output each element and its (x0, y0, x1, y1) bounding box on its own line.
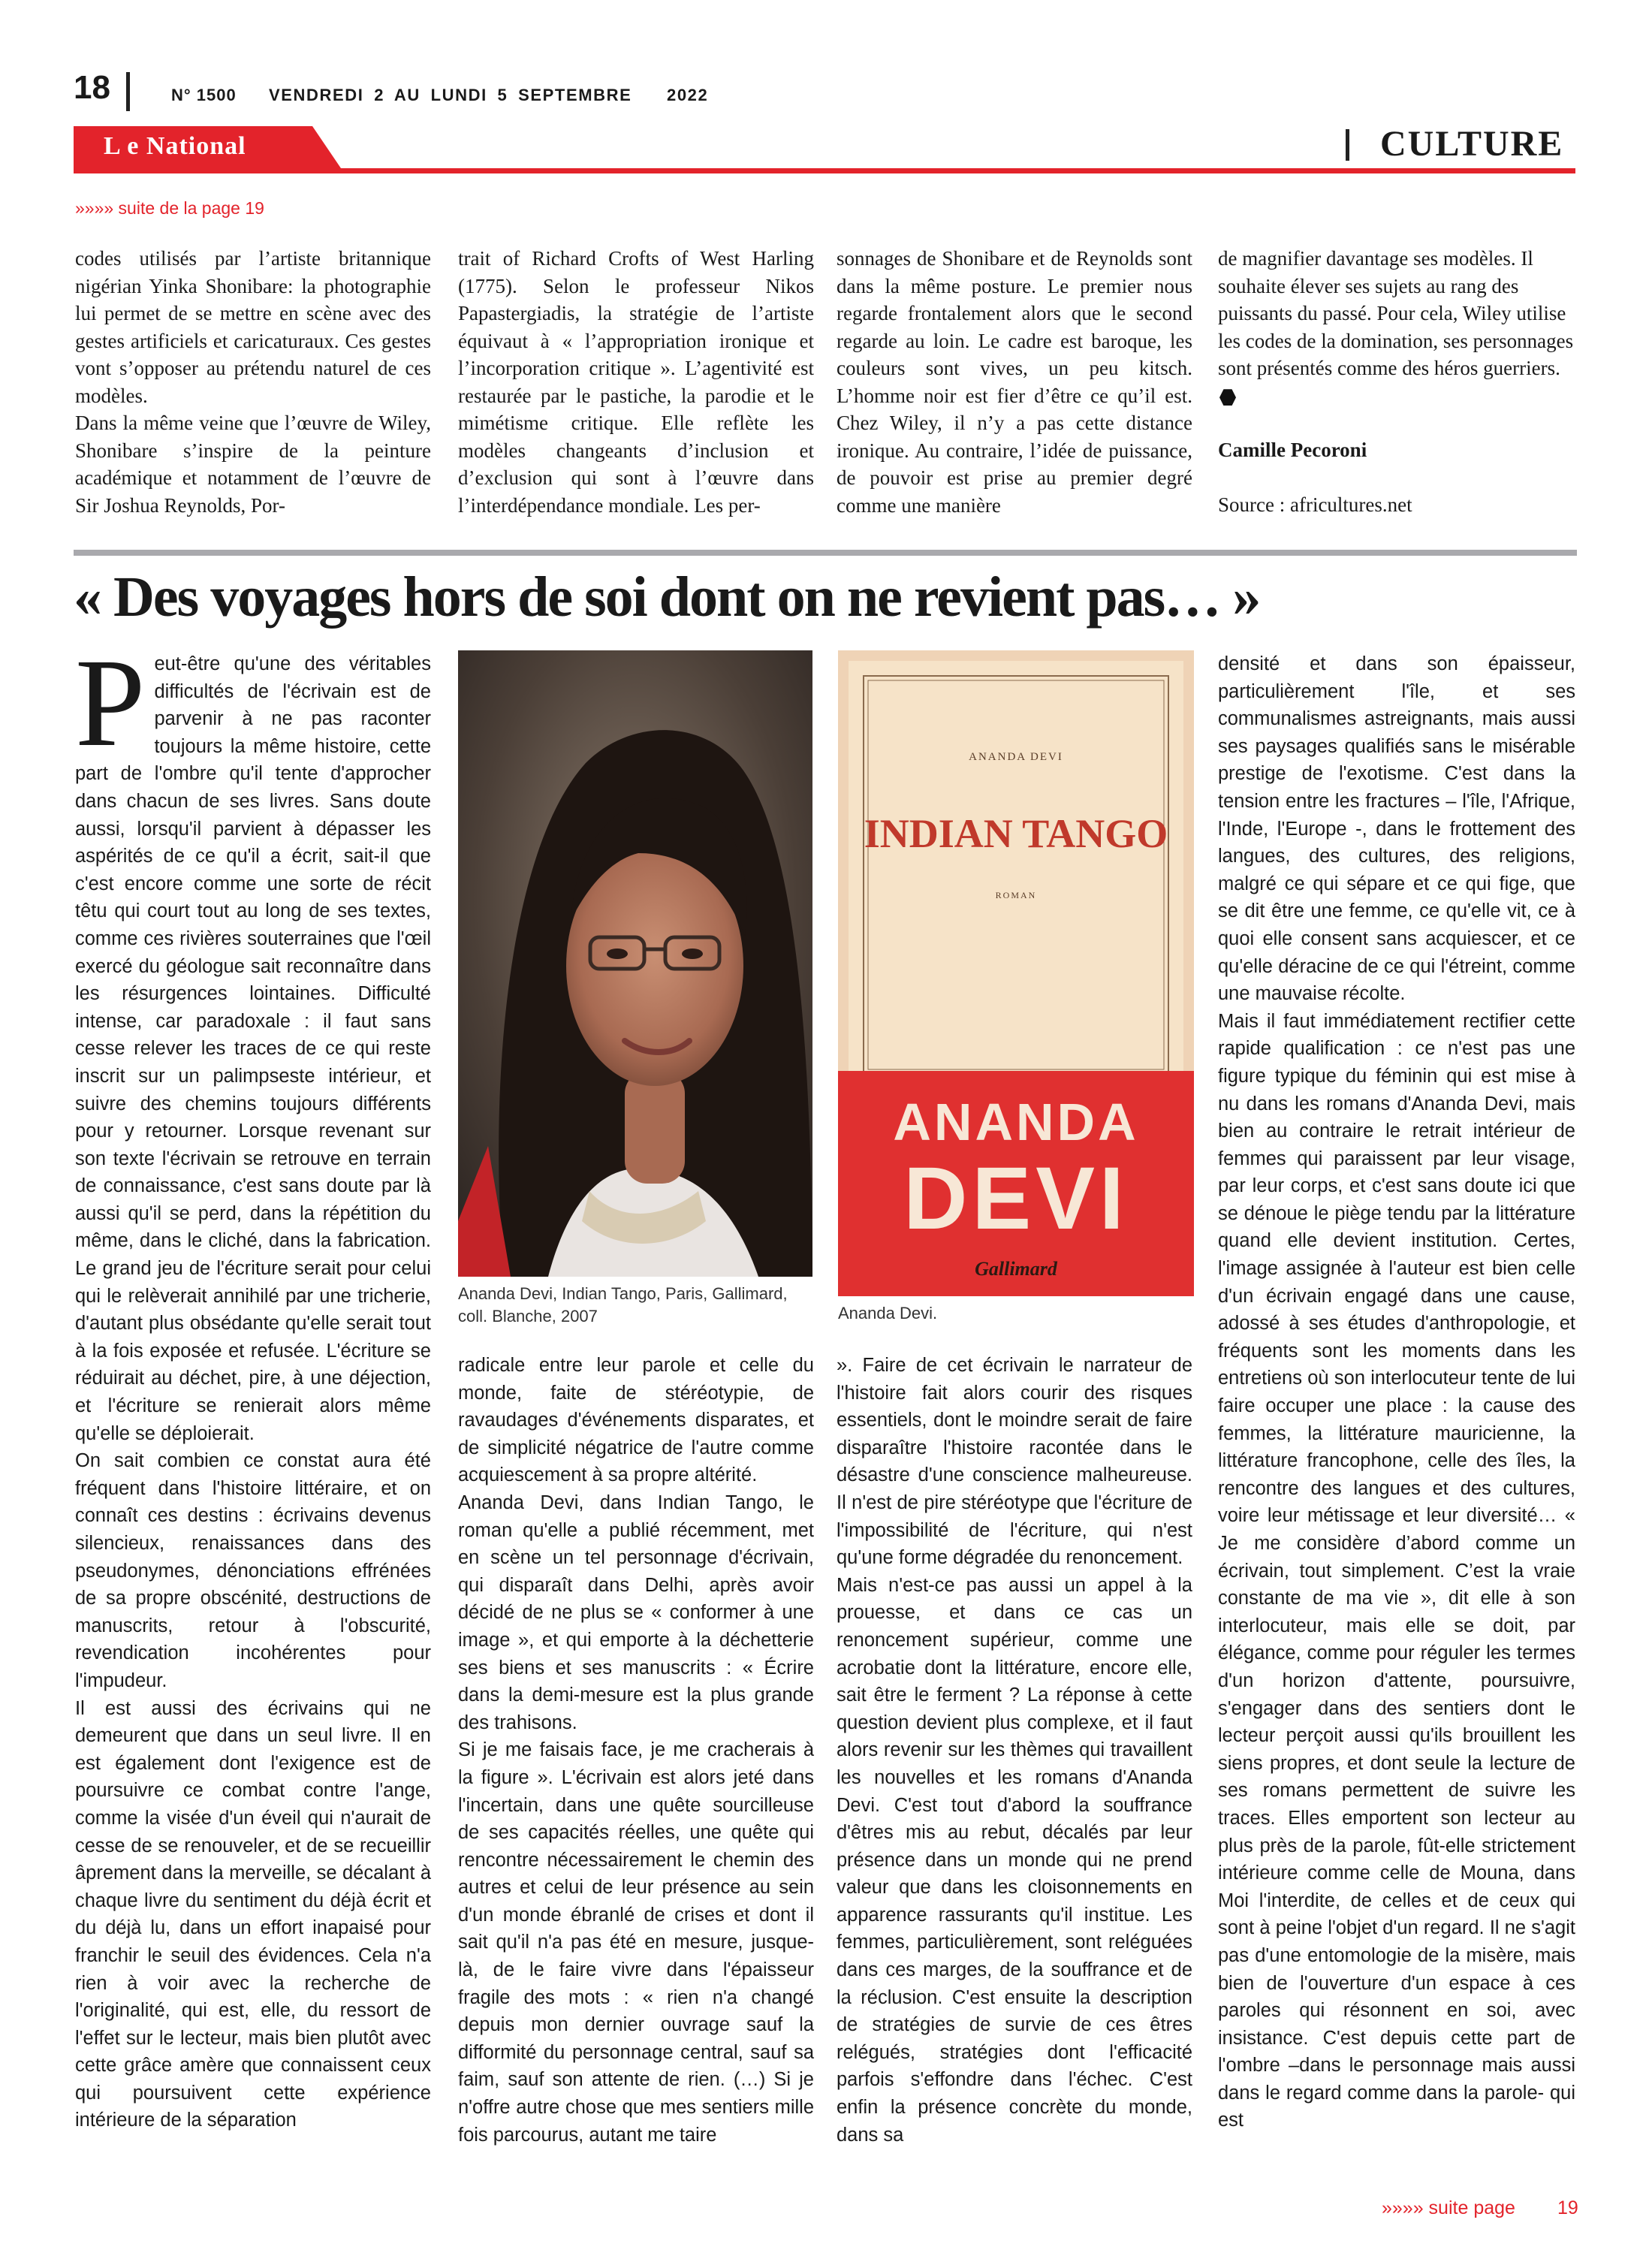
top-article-column-2 (458, 245, 814, 519)
top-article-column-4 (1218, 245, 1575, 518)
portrait-illustration (458, 650, 812, 1277)
article-paragraph: Mais il faut immédiatement rectifier cette rapide qualification : ce n'est pas une figure typique du féminin qui est mise à nu dans les romans d'Ananda Devi, mais bien au contraire le retrait intérieur de femmes qui paraissent par leur visage, par leur corps, et c'est sans doute ici que se dénoue le piège tendu par la littérature quand elle devient institution. Certes, l'image assignée à l'auteur est bien celle d'un écrivain engagé dans une cause, adossé à ses études d'anthropologie, et fréquents sont les moments dans les entretiens où son interlocuteur tente de lui faire occuper une place : la cause des femmes, la littérature mauricienne, la littérature francophone, celle des îles, la rencontre des langues et des cultures, voire leur métissage et leur diversité… « Je me considère d’abord comme un écrivain, tout simplement. C’est la vraie constante de ma vie », dit elle à son interlocuteur, mais elle se doit, par élégance, comme pour réguler les termes d'un horizon d'attente, poursuivre, s'engager dans des sentiers dont le lecteur perçoit aussi qu'ils brouillent les siens propres, et dont seule la lecture de ses romans permettent de suivre les traces. Elles emportent son lecteur au plus près de la parole, fût-elle strictement intérieure comme celle de Mouna, dans Moi l'interdite, de celles et de ceux qui sont à peine l'objet d'un regard. Il ne s'agit pas d'une entomologie de la misère, mais bien de l'ouverture d'un espace à ces paroles qui résonnent en soi, avec insistance. C'est depuis cette part de l'ombre –dans le personnage mais aussi dans le regard comme dans la parole- qui est (1218, 1010, 1575, 2131)
top-article-paragraph: sonnages de Shonibare et de Reynolds sont dans la même posture. Le premier nous regarde frontalement alors que le second regarde au loin. Le cadre est baroque, les couleurs sont vives, un peu kitsch. L’homme noir est fier d’être ce qu’il est. Chez Wiley, il n’y a pas cette distance ironique. Au contraire, l’idée de puissance, de pouvoir est prise au premier degré comme une manière (837, 247, 1192, 517)
end-of-article-icon (1219, 389, 1236, 406)
top-article-paragraph (1218, 245, 1575, 409)
article-column-3 (837, 1352, 1192, 2149)
article-lead-text: eut-être qu'une des véritables difficultés de l'écrivain est de parvenir à ne pas raconter toujours la même histoire, cette part de l'ombre qu'il tente d'approcher dans chacun de ses livres. Sans doute aussi, lorsqu'il parvient à dépasser les aspérités de ce qu'il a écrit, sait-il que c'est encore comme une sorte de récit têtu qui court tout au long de ses textes, comme ces rivières souterraines que l'œil exercé du géologue sait reconnaître dans les résurgences lointaines. Difficulté intense, car paradoxale : il faut sans cesse relever les traces de ce qui reste inscrit sur un palimpseste intérieur, et suivre des chemins toujours différents pour y retourner. Lorsque revenant sur son texte l'écrivain se retrouve en terrain de connaissance, c'est sans doute par là aussi qu'il se perd, dans la répétition du même, dans le cliché, dans la fabrication. Le grand jeu de l'écriture serait pour celui qui le relèverait annihilé par une tricherie, d'autant plus obsédante qu'elle serait tout à la fois exposée et refusée. L'écriture se réduirait au déchet, pire, à une déjection, et l'écriture se renierait alors même qu'elle se déploierait. (75, 653, 431, 1444)
article-headline: « Des voyages hors de soi dont on ne revient pas… » (74, 566, 1260, 629)
page-number-divider (126, 72, 130, 111)
photo-caption: Ananda Devi, Indian Tango, Paris, Gallimard, coll. Blanche, 2007 (458, 1284, 788, 1326)
article-paragraph: radicale entre leur parole et celle du monde, faite de stéréotypie, de ravaudages d'événements disparates, et de simplicité négatrice de l'autre comme acquiescement à sa propre altérité. (458, 1355, 814, 1486)
newspaper-brand: L e National (104, 132, 246, 160)
cover-genre: ROMAN (995, 890, 1037, 900)
author-portrait-photo (458, 650, 812, 1277)
header-rule (74, 168, 1575, 173)
top-article-paragraph: trait of Richard Crofts of West Harling (1775). Selon le professeur Nikos Papastergiadis, la stratégie de l’artiste équivaut à « l’appropriation ironique et l’incorporation critique ». L’agentivité est restaurée par le pastiche, la parodie et le mimétisme critique. Elle reflète les modèles changeants d’inclusion et d’exclusion qui sont à l’œuvre dans l’interdépendance mondiale. Les per- (458, 247, 814, 517)
cover-author-large-1: ANANDA (893, 1093, 1139, 1151)
continued-to-link[interactable]: »»»» suite page (1382, 2197, 1515, 2218)
cover-author-small: ANANDA DEVI (969, 751, 1063, 763)
section-divider (1346, 129, 1349, 161)
author-signature: Camille Pecoroni (1218, 439, 1367, 461)
article-paragraph: Ananda Devi, dans Indian Tango, le roman qu'elle a publié récemment, met en scène un tel personnage d'écrivain, qui disparaît dans Delhi, après avoir décidé de ne plus se « conformer à une image », et qui emporte à la déchetterie ses biens et ses manuscrits : « Écrire dans la demi-mesure est la plus grande des trahisons. (458, 1491, 814, 1733)
top-article-column-3 (837, 245, 1192, 519)
continued-from-link[interactable]: »»»» suite de la page 19 (75, 198, 264, 218)
photo-caption: Ananda Devi. (838, 1304, 938, 1323)
issue-date: VENDREDI 2 AU LUNDI 5 SEPTEMBRE (269, 86, 632, 104)
page-number: 18 (74, 69, 110, 106)
article-paragraph: On sait combien ce constat aura été fréquent dans l'histoire littéraire, et on connaît ces destins : écrivains devenus silencieux, renaissances dans des pseudonymes, dénonciations effrénées de sa propre obscénité, destructions de manuscrits, retour à l'obscurité, revendication incohérentes pour l'impudeur. (75, 1450, 431, 1691)
book-cover (838, 650, 1194, 1296)
article-paragraph: densité et dans son épaisseur, particulièrement l'île, et ses communalismes astreignants, mais aussi ses paysages qualifiés sans le misérable prestige de l'exotisme. C'est dans la tension entre les fractures – l'île, l'Afrique, l'Inde, l'Europe -, dans le frottement des langues, des cultures, des religions, malgré ce qui sépare et ce qui fige, que se dit être une femme, ce qu'elle vit, ce à quoi elle consent sans acquiescer, et ce qu'elle déracine de ce qui l'étreint, comme une mauvaise récolte. (1218, 653, 1575, 1005)
article-paragraph: ». Faire de cet écrivain le narrateur de l'histoire fait alors courir des risques essentiels, dont le moindre serait de faire disparaître l'histoire racontée dans le désastre d'une conscience malheureuse. Il n'est de pire stéréotype que l'écriture de l'impossibilité de l'écriture, qui n'est qu'une forme dégradée du renoncement. (837, 1355, 1192, 1569)
article-separator (74, 550, 1577, 556)
article-paragraph: Mais n'est-ce pas aussi un appel à la prouesse, et dans ce cas un renoncement supérieur, comme une acrobatie dont la littérature, encore elle, sait être le ferment ? La réponse à cette question devient plus complexe, et il faut alors revenir sur les thèmes qui travaillent les nouvelles et les romans d'Ananda Devi. C'est tout d'abord la souffrance d'êtres mis au rebut, décalés par leur présence dans un monde qui ne prend valeur que dans les cloisonnements en apparence rassurants qu'il institue. Les femmes, particulièrement, sont reléguées dans ces marges, de la souffrance et de la réclusion. C'est ensuite la description de stratégies de survie de ces êtres relégués, stratégies dont l'efficacité parfois s'effondre dans l'échec. C'est enfin la présence concrète du monde, dans sa (837, 1574, 1192, 2146)
section-title: CULTURE (1380, 124, 1564, 164)
cover-author-large-2: DEVI (903, 1149, 1129, 1248)
top-article-column-1 (75, 245, 431, 519)
cover-title: INDIAN TANGO (864, 811, 1168, 856)
issue-number: N° 1500 (171, 86, 237, 104)
cover-publisher: Gallimard (975, 1258, 1057, 1280)
article-column-1 (75, 633, 431, 2134)
continued-to-page[interactable]: 19 (1557, 2197, 1578, 2218)
top-article-paragraph: codes utilisés par l’artiste britannique nigérian Yinka Shonibare: la photographie lui permet de se mettre en scène avec des gestes artificiels et caricaturaux. Ces gestes vont s’opposer au prétendu naturel de ces modèles. (75, 247, 431, 407)
article-paragraph: Il est aussi des écrivains qui ne demeurent que dans un seul livre. Il en est également dont l'exigence est de poursuivre ce combat contre l'ange, comme la visée d'un éveil qui n'aurait de cesse de se renouveler, et de se recueillir âprement dans la merveille, se décalant à chaque livre du sentiment du déjà écrit et du déjà lu, dans un effort inapaisé pour franchir le seuil des évidences. Cela n'a rien à voir avec la recherche de l'originalité, qui est, elle, du ressort de l'effet sur le lecteur, mais bien plutôt avec cette grâce amère que connaissent ceux qui poursuivent cette expérience intérieure de la séparation (75, 1697, 431, 2131)
issue-year: 2022 (667, 86, 709, 104)
top-article-paragraph: Dans la même veine que l’œuvre de Wiley, Shonibare s’inspire de la peinture académique et notamment de l’œuvre de Sir Joshua Reynolds, Por- (75, 412, 431, 517)
top-article-end-text: de magnifier davantage ses modèles. Il souhaite élever ses sujets au rang des puissants du passé. Pour cela, Wiley utilise les codes de la domination, ses personnages sont présentés comme des héros guerriers. (1218, 247, 1574, 379)
article-paragraph: Si je me faisais face, je me cracherais à la figure ». L'écrivain est alors jeté dans l'incertain, dans une quête sourcilleuse de ses capacités réelles, une quête qui rencontre nécessairement le chemin des autres et celui de leur présence au sein d'un monde ébranlé de crises et dont il sait qu'il n'a pas été en mesure, jusque-là, de le faire vivre dans l'épaisseur fragile des mots : « rien n'a changé depuis mon dernier ouvrage sauf la difformité du personnage central, sauf sa faim, sauf son attente de rien. (…) Si je n'offre autre chose que mes sentiers mille fois parcourus, autant me taire (458, 1739, 814, 2146)
book-cover-image (838, 650, 1194, 1326)
drop-cap: P (75, 633, 146, 773)
article-column-4 (1218, 650, 1575, 2134)
article-source: Source : africultures.net (1218, 493, 1412, 516)
article-column-2 (458, 1352, 814, 2149)
